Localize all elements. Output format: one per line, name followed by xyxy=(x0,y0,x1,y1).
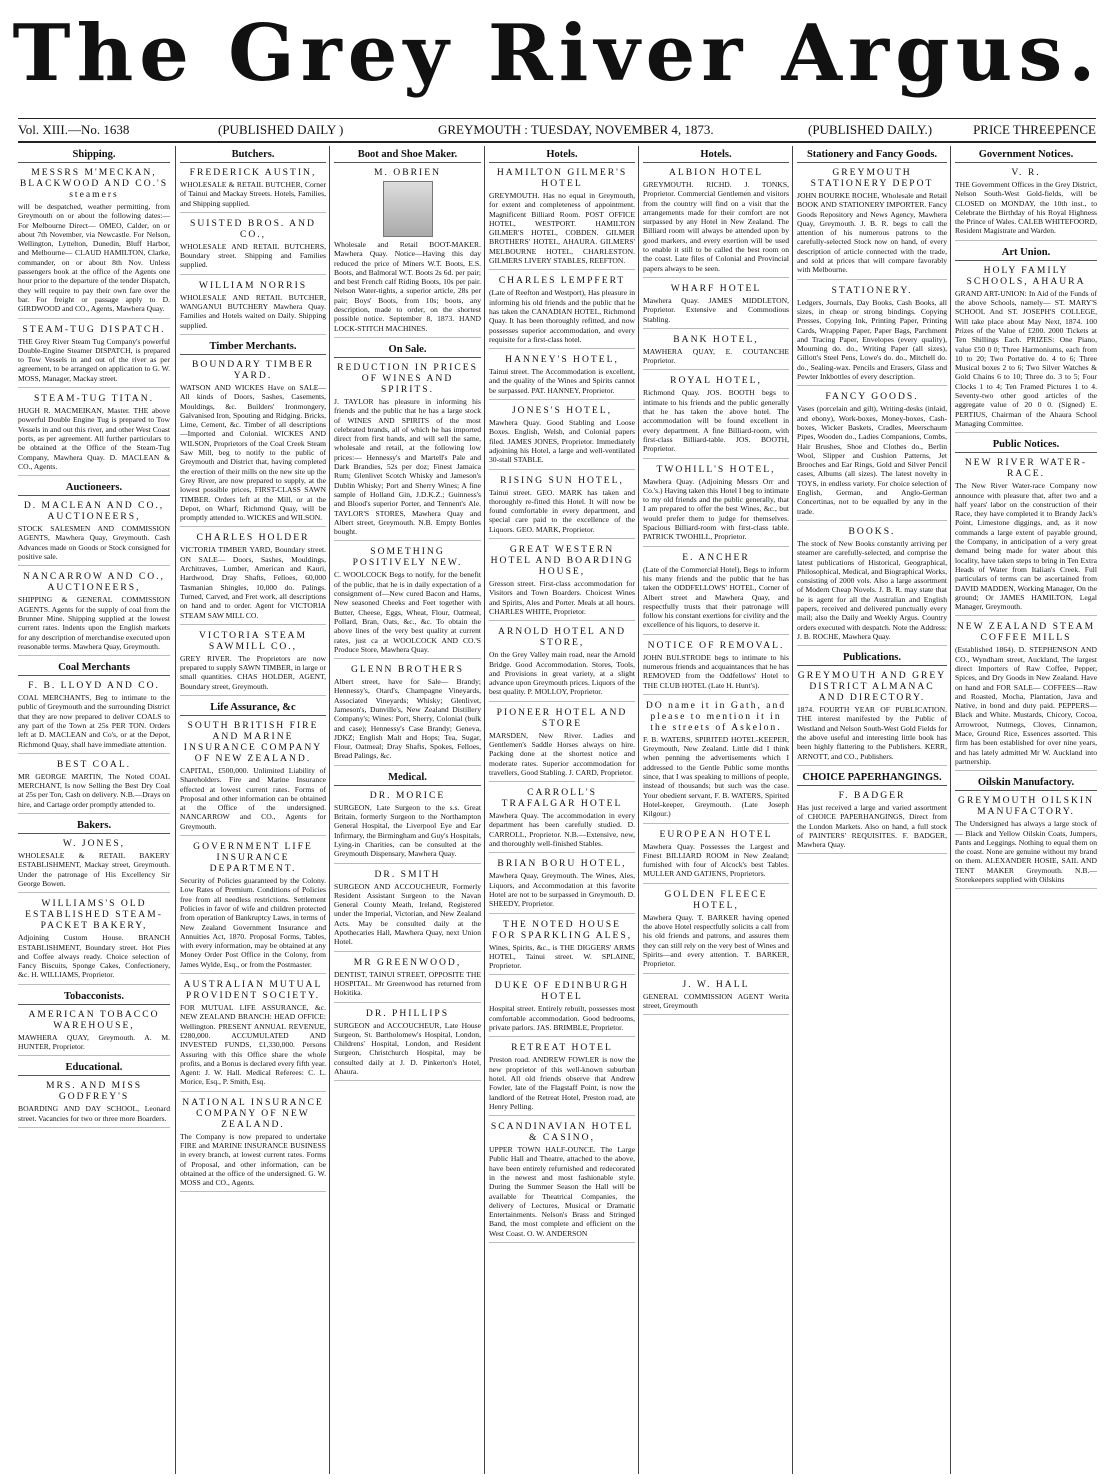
advertisement-body: MAWHERA QUAY, Greymouth. A. M. HUNTER, Proprietor. xyxy=(18,1032,170,1052)
advertisement xyxy=(797,391,947,521)
advertisement-heading: WILLIAMS'S OLD ESTABLISHED STEAM-PACKET BAKERY, xyxy=(25,898,163,932)
advertisement-body: Preston road. ANDREW FOWLER is now the new proprietor of this well-known suburban hotel. All old friends observe that Andrew Fowler, late of the Flagstaff Point, is now the landlord of the Retreat Hotel, Preston road, ate Henry Pelling. xyxy=(489,1055,635,1111)
advertisement-body: Gresson street. First-class accommodation for Visitors and Town Boarders. Choicest Wines and Spirits, Ales and Porter. Meals at all hours. CHARLES WHITE, Proprietor. xyxy=(489,579,635,616)
advertisement-heading: WHARF HOTEL xyxy=(670,282,762,294)
column-1 xyxy=(18,146,170,1476)
advertisement xyxy=(643,552,789,635)
section-heading: Bakers. xyxy=(18,819,170,834)
column-5 xyxy=(643,146,789,1476)
advertisement xyxy=(643,375,789,458)
advertisement-body: COAL MERCHANTS, Beg to intimate to the public of Greymouth and the surrounding District that they are now prepared to deliver COALS to any part of the Town at 25s PER TON. Orders left at D. MACLEAN and Co's, or at the Depot, Richmond Quay, shall have immediate attention. xyxy=(18,693,170,749)
advertisement xyxy=(18,500,170,566)
advertisement-heading: MRS. AND MISS GODFREY'S xyxy=(45,1080,143,1103)
advertisement xyxy=(797,285,947,387)
advertisement-heading: GOLDEN FLEECE HOTEL, xyxy=(664,888,768,911)
advertisement xyxy=(955,457,1097,616)
advertisement-body: GREY RIVER. The Proprietors are now prepared to supply SAWN TIMBER, in large or small quantities. CHAS HOLDER, AGENT, Boundary street, Greymouth. xyxy=(180,653,326,691)
advertisement xyxy=(334,1008,481,1082)
advertisement-heading: NATIONAL INSURANCE COMPANY OF NEW ZEALAND. xyxy=(182,1096,324,1130)
advertisement xyxy=(18,1080,170,1128)
advertisement-heading: THE NOTED HOUSE FOR SPARKLING ALES, xyxy=(491,918,633,941)
advertisement-body: Wines, Spirits, &c., is THE DIGGERS' ARMS HOTEL, Tainui street. W. SPLAINE, Proprietor. xyxy=(489,942,635,971)
advertisement-heading: DR. MORICE xyxy=(369,789,446,801)
advertisement-body: The New River Water-race Company now announce with pleasure that, after two and a half years' labor on the construction of their Race, they have completed it to Brandy Jack's Point, Limestone diggings, and, as it now commands a large extent of payable ground, the Company, in anticipation of a very great demand being made for water about this locality, have taken steps to bring in Ten Extra Heads of Water from Italian's Creek. Full particulars of terms can be ascertained from DAVID MADDEN, Working Manager, On the ground; Or JAMES HAMILTON, Legal Manager, Greymouth. xyxy=(955,481,1097,612)
advertisement-body: Wholesale and Retail BOOT-MAKER. Mawhera Quay. Notice—Having this day reduced the price of Miners W.T. Boots, E.S. Boots, and Balmoral W.T. Boots 2s 6d. per pair; and best French calf Riding Boots, 10s per pair. Nelson Water-tights, a superior article, 28s per pair; Boys' Boots, from 10s; boots, any description, made to order, on the shortest possible notice. September 8, 1873. HAND LOCK-STITCH MACHINES. xyxy=(334,240,481,333)
advertisement-body: Ledgers, Journals, Day Books, Cash Books, all sizes, in cheap or strong bindings. Copying Presses, Copying Ink, Printing Paper, Printing Cards, Wrapping Paper, Paper Bags, Parchment and Tracing Paper, Envelopes (every quality), Mourning do. do., Writing Paper (all sizes), Gillott's Steel Pens, Lowe's do. do., Mitchell do. do., Sealing-wax. Pencils and Erasers, Glass and Pewter Inkbottles of every description. xyxy=(797,297,947,382)
advertisement xyxy=(489,980,635,1037)
advertisement-body: FOR MUTUAL LIFE ASSURANCE, &c. NEW ZEALAND BRANCH: HEAD OFFICE: Wellington. PRESENT ANNUAL REVENUE, £280,000. ACCUMULATED AND INVESTED FUNDS, £1,330,000. Persons Assuring with this Office share the whole profits, and a Bonus is declared every fifth year. Agent: J. W. Hall. Medical Referees: C. L. Morice, Esq., P. Smith, Esq. xyxy=(180,1003,326,1087)
advertisement-heading: F. BADGER xyxy=(838,789,906,801)
advertisement xyxy=(18,167,170,319)
advertisement-heading: M. OBRIEN xyxy=(373,167,442,178)
advertisement-body: Mawhera Quay. (Adjoining Messrs Orr and Co.'s.) Having taken this Hotel I beg to intimate to my old friends and the public generally, that I am prepared to offer the best Wines, &c., but would prefer them to judge for themselves. Spacious Billiard-room with first-class table. PATRICK TWOHILL, Proprietor. xyxy=(643,476,789,542)
advertisement xyxy=(489,405,635,469)
advertisement xyxy=(643,829,789,884)
advertisement-body: Has just received a large and varied assortment of CHOICE PAPERHANGINGS, Direct from the London Markets. Also on hand, a full stock of PAINTERS' REQUISITES. F. BADGER, Mawhera Quay. xyxy=(797,802,947,850)
advertisement-body: Mawhera Quay. Possesses the Largest and Finest BILLIARD ROOM in New Zealand; furnished with four of Alcock's best Tables. MULLER AND GATJENS, Proprietors. xyxy=(643,841,789,879)
advertisement-body: DENTIST, TAINUI STREET, OPPOSITE THE HOSPITAL. Mr Greenwood has returned from Hokitika. xyxy=(334,969,481,998)
published-daily-left: (PUBLISHED DAILY ) xyxy=(218,122,344,137)
advertisement xyxy=(489,475,635,539)
advertisement xyxy=(797,167,947,280)
advertisement xyxy=(955,167,1097,241)
advertisement-body: Security of Policies guaranteed by the Colony. Low Rates of Premium. Conditions of Policies free from all needless restrictions. Settlement Policies in favor of wife and children protected from operation of Bankruptcy Laws, in terms of New Zealand Government Insurance and Annuities Act, 1870. Proposal Forms, Tables, with every information, may be obtained at any Money Order Post Office in the Colony, from James Wylde, Esq., or from the Postmaster. xyxy=(180,876,326,969)
advertisement-heading: REDUCTION IN PRICES OF WINES AND SPIRITS. xyxy=(337,361,478,395)
advertisement xyxy=(180,1097,326,1193)
advertisement xyxy=(180,979,326,1092)
column-rule xyxy=(484,146,485,1474)
advertisement-heading: ALBION HOTEL xyxy=(668,167,764,178)
section-heading: Timber Merchants. xyxy=(180,340,326,355)
advertisement-body: THE Grey River Steam Tug Company's powerful Double-Engine Steamer DISPATCH, is prepared to Tow Vessels in and out of the river as per agreement, to be arranged on application to G. W. MOSS, Manager, Mackay street. xyxy=(18,336,170,383)
advertisement xyxy=(955,795,1097,889)
advertisement-body: The Company is now prepared to undertake FIRE and MARINE INSURANCE BUSINESS in every branch, at lowest current rates. Forms of Proposal, and other information, can be obtained at the office of the undersigned. G. W. MOSS and CO., Agents. xyxy=(180,1131,326,1188)
advertisement-heading: E. ANCHER xyxy=(682,551,750,563)
column-6 xyxy=(797,146,947,1476)
advertisement-body: GRAND ART-UNION: In Aid of the Funds of the above Schools, namely— ST. MARY'S SCHOOL And ST. JOSEPH'S COLLEGE, Will take place about May Next, 1874. 100 Prizes of the Value of £200. 2000 Tickets at Ten Shillings Each. PRIZES: One Piano, value £50 0 0; Three Harmoniums, each from 10 to 20; Two Portative do. 4 to 6; Three Musical boxes 2 to 6; Two Silver Watches & Gold Chains 6 to 10; Three do. 3 to 5; Four Clocks 1 to 4; Ten Framed Pictures 1 to 4. Seventy-two other good articles of the aggregate value of 20 0 0. (Signed) E. PERTIUS, Chairman of the Ahaura School Managing Committee. xyxy=(955,288,1097,428)
advertisement-heading: D. MACLEAN AND CO., AUCTIONEERS, xyxy=(23,500,165,523)
advertisement xyxy=(643,700,789,824)
advertisement-body: Hospital street. Entirely rebuilt, possesses most comfortable accommodation. Good bedrooms, private parlors. JAS. BRIMBLE, Proprietor. xyxy=(489,1004,635,1033)
advertisement-heading: JONES'S HOTEL, xyxy=(511,405,613,417)
advertisement-heading: GLENN BROTHERS xyxy=(350,664,464,676)
advertisement-heading: HOLY FAMILY SCHOOLS, AHAURA xyxy=(966,264,1086,287)
advertisement-body: Adjoining Custom House. BRANCH ESTABLISHMENT, Boundary street. Hot Pies and Coffee always ready. Choice selection of Fancy Biscuits, Sponge Cakes, Confectionery, &c. H. WILLIAMS, Proprietor. xyxy=(18,933,170,980)
advertisement xyxy=(643,640,789,695)
section-heading: Publications. xyxy=(797,651,947,666)
advertisement-heading: W. JONES, xyxy=(62,838,126,850)
advertisement xyxy=(334,869,481,952)
advertisement-body: BOARDING AND DAY SCHOOL, Leonard street. Vacancies for two or three more Boarders. xyxy=(18,1104,170,1123)
advertisement xyxy=(643,167,789,278)
advertisement-heading: ARNOLD HOTEL AND STORE, xyxy=(497,626,627,649)
advertisement-body: will be despatched, weather permitting, from Greymouth on or about the following dates:— For Melbourne Direct— OMEO, Calder, on or about 7th November, via Newcastle. For Nelson, Wellington, Lyttelton, Dunedin, Bluff Harbor, and Melbourne— CLAUD HAMILTON, Clarke, commander, on or about 8th Nov. Unless passengers book at the office of the Agents one hour prior to the departure of the tender Dispatch, they will require to pay their own fare over the bar. For freight or passage apply to D. GIRDWOOD and CO., Agents, Mawhera Quay. xyxy=(18,202,170,314)
advertisement-body: Tainui street. The Accommodation is excellent, and the quality of the Wines and Spirits cannot be surpassed. PAT. HANNEY, Proprietor. xyxy=(489,367,635,395)
advertisement-body: Vases (porcelain and gilt), Writing-desks (inlaid, and ebony), Work-boxes, Money-boxes, Cash-boxes, Wicker Baskets, Cradles, Meerschaum Pipes, Wooden do., Ladies Companions, Combs, Hair Brushes, Shoe and Clothes do., Berlin Wool, Slipper and Cushion Patterns, Jet Brooches and Ear Rings, Gold and Silver Pencil cases, Albums (all sizes). The latest novelty in TOYS, in endless variety. For choice selection of English, German, and Anglo-German Concertinas, not to be equalled by any in the trade. xyxy=(797,404,947,516)
section-heading: Hotels. xyxy=(643,148,789,163)
section-heading: Tobacconists. xyxy=(18,990,170,1005)
advertisement xyxy=(489,1121,635,1243)
advertisement-body: SURGEON AND ACCOUCHEUR, Formerly Resident Assistant Surgeon to the Navan General County Meath, Ireland, Registered under the Imperial, Victorian, and New Zealand Acts. May be consulted daily at the Apothecaries Hall, Mawhera Quay, next Union Hotel. xyxy=(334,881,481,947)
advertisement-heading: AMERICAN TOBACCO WAREHOUSE, xyxy=(28,1008,160,1031)
advertisement-body: C. WOOLCOCK Begs to notify, for the benefit of the public, that he is in daily expectation of a consignment of—New cured Bacon and Hams, New seasoned Cheeks and Feet together with Butter, Cheese, Eggs, Wheat, Flour, Oatmeal, Pollard, Bran, Oats, &c., &c. To obtain the above lines of the very best quality at current rates, just ca at WOOLCOCK AND CO.'S Produce Store, Mawhera Quay. xyxy=(334,570,481,654)
advertisement-heading: BRIAN BORU HOTEL, xyxy=(497,858,627,870)
advertisement-heading: DO name it in Gath, and please to mention it in the streets of Askelon. xyxy=(645,699,787,733)
advertisement-heading: NANCARROW AND CO., AUCTIONEERS, xyxy=(23,571,165,594)
advertisement xyxy=(180,841,326,974)
advertisement-heading: ROYAL HOTEL, xyxy=(670,375,762,387)
advertisement xyxy=(180,218,326,275)
column-4 xyxy=(489,146,635,1476)
advertisement-heading: CHARLES LEMPFERT xyxy=(498,275,626,287)
advertisement-body: MR GEORGE MARTIN, The Noted COAL MERCHANT, Is now Selling the Best Dry Coal at 25s per Ton, Cash on delivery. N.B.—Drays on hire, and Cartage order promptly attended to. xyxy=(18,771,170,809)
advertisement-heading: BEST COAL. xyxy=(56,758,132,770)
advertisement-body: (Established 1864). D. STEPHENSON AND CO., Wyndham street, Auckland, The largest direct Importers of Raw Coffee, Pepper, Spices, and Dry Goods in New Zealand. Have on hand and FOR SALE— COFFEES—Raw and Roasted, Mocha, Plantation, Java and Native, in bond and duty paid. PEPPERS—Black and White. Mustards, Chicory, Cocoa, Arrowroot, Nutmegs, Cloves, Cinnamon, Mace, Ground Rice, Essences assorted. This firm has been established for over nine years, and has lately admitted Mr W. Auckland into partnership. xyxy=(955,645,1097,766)
advertisement-body: Mawhera Quay, Greymouth. The Wines, Ales, Liquors, and Accommodation at this favorite Hotel are not to be surpassed in Greymouth. D. SHEEDY, Proprietor. xyxy=(489,871,635,909)
section-heading: Boot and Shoe Maker. xyxy=(334,148,481,163)
advertisement xyxy=(18,324,170,388)
masthead xyxy=(0,0,1114,108)
advertisement-body: Mawhera Quay. T. BARKER having opened the above Hotel respectfully solicits a call from his old friends and patrons, and assures them they can still rely on the very best of Wines and Spirits—and every attention. T. BARKER, Proprietor. xyxy=(643,912,789,969)
section-heading: CHOICE PAPERHANGINGS. xyxy=(797,771,947,786)
advertisement-heading: F. B. LLOYD AND CO. xyxy=(28,680,160,692)
advertisement xyxy=(489,544,635,621)
advertisement xyxy=(180,280,326,335)
advertisement-heading: GOVERNMENT LIFE INSURANCE DEPARTMENT. xyxy=(193,841,313,875)
advertisement-heading: SCANDINAVIAN HOTEL & CASINO, xyxy=(490,1121,634,1144)
advertisement-body: CAPITAL, £500,000. Unlimited Liability of Shareholders. Fire and Marine Insurance effected at lowest current rates. Forms of Proposal and other information can be obtained at the Office of the undersigned. NANCARROW and CO., Agents for Greymouth. xyxy=(180,765,326,831)
advertisement-body: The stock of New Books constantly arriving per steamer are carefully-selected, and comprise the latest publications of Historical, Geographical, Philosophical, Medical, and Biographical Works, consisting of 2000 vols. Also a large assortment of Modern Cheap Novels. J. B. R. may state that he is agent for all the Australian and English papers, received and delivered punctually every mail; also the Daily and Weekly Argus. Country orders executed with despatch. Note the Address: J. B. ROCHE, Mawhera Quay. xyxy=(797,538,947,641)
advertisement-heading: VICTORIA STEAM SAWMILL CO., xyxy=(198,629,308,652)
advertisement-body: Tainui street. GEO. MARK has taken and thoroughly re-fitted this Hotel. It will now be found comfortable in every department, and special care paid to the excellence of the Liquors. GEO. MARK, Proprietor. xyxy=(489,487,635,534)
advertisement xyxy=(643,334,789,371)
column-rule xyxy=(792,146,793,1474)
advertisement xyxy=(643,889,789,974)
advertisement xyxy=(18,759,170,814)
advertisement-heading: TWOHILL'S HOTEL, xyxy=(656,463,776,475)
advertisement-body: MAWHERA QUAY, E. COUTANCHE Proprietor. xyxy=(643,346,789,366)
advertisement-heading: GREYMOUTH STATIONERY DEPOT xyxy=(810,167,934,189)
advertisement-heading: GREYMOUTH AND GREY DISTRICT ALMANAC AND DIRECTORY. xyxy=(797,670,947,704)
advertisement-heading: V. R. xyxy=(1011,167,1041,178)
advertisement xyxy=(180,630,326,696)
advertisement-heading: HANNEY'S HOTEL, xyxy=(505,354,619,366)
section-heading: Government Notices. xyxy=(955,148,1097,163)
advertisement xyxy=(489,167,635,270)
advertisement xyxy=(489,919,635,976)
column-3 xyxy=(334,146,481,1476)
advertisement-body: WHOLESALE AND RETAIL BUTCHERS, Boundary street. Shipping and Families supplied. xyxy=(180,241,326,270)
advertisement xyxy=(18,571,170,656)
published-daily-right: (PUBLISHED DAILY.) xyxy=(808,122,933,137)
column-rule xyxy=(175,146,176,1474)
dateline-bar xyxy=(18,118,1096,143)
advertisement xyxy=(180,532,326,624)
section-heading: On Sale. xyxy=(334,343,481,358)
advertisement-heading: SOUTH BRITISH FIRE AND MARINE INSURANCE COMPANY OF NEW ZEALAND. xyxy=(183,719,323,764)
advertisement xyxy=(489,1042,635,1116)
section-heading: Shipping. xyxy=(18,148,170,163)
advertisement-heading: DR. SMITH xyxy=(374,868,441,880)
advertisement xyxy=(180,167,326,213)
advertisement xyxy=(489,787,635,853)
advertisement xyxy=(334,546,481,659)
advertisement-heading: SOMETHING POSITIVELY NEW. xyxy=(352,546,463,569)
advertisement xyxy=(643,283,789,329)
advertisement-body: 1874. FOURTH YEAR OF PUBLICATION. THE interest manifested by the Public of Westland and Nelson South-West Gold Fields for the above useful and interesting little book has been highly flattering to the Publishers. KERR, ARNOTT, and CO., Publishers. xyxy=(797,705,947,761)
advertisement-heading: STATIONERY. xyxy=(831,284,913,296)
advertisement-body: J. TAYLOR has pleasure in informing his friends and the public that he has a large stock of WINES AND SPIRITS of the most celebrated brands, all of which he has imported direct from first hands, and will sell the same, wholesale and retail, at the following low prices:— Hennessy's and Martell's Pale and Dark Brandies, 52s per doz; Finest Jamaica Rum; Glenlivet Scotch Whisky and Jameson's Dublin Whisky; Port and Sherry Wines; A fine sample of Holland Gin, J.D.K.Z.; Guinness's and Blood's superior Porter, and Tennent's Ale. TAYLOR'S STORES, Mawhera Quay and Albert street, Greymouth. N.B. Empty Bottles bought. xyxy=(334,396,481,537)
advertisement-body: WHOLESALE & RETAIL BAKERY ESTABLISHMENT, Mackay street, Greymouth. Under the patronage of His Excellency Sir George Bowen. xyxy=(18,851,170,888)
section-heading: Educational. xyxy=(18,1061,170,1076)
advertisement xyxy=(18,838,170,893)
advertisement xyxy=(18,1009,170,1057)
advertisement xyxy=(797,526,947,646)
advertisement-heading: CHARLES HOLDER xyxy=(196,532,310,544)
advertisement-body: The Undersigned has always a large stock of— Black and Yellow Oilskin Coats, Jumpers, Pants and Leggings. Nothing to equal them on the coast. None are genuine without my brand on them. ALEXANDER HOSIE, SAIL AND TENT MAKER Greymouth. N.B.—Storekeepers supplied with Oilskins xyxy=(955,819,1097,885)
advertisement xyxy=(643,979,789,1016)
advertisement-heading: BOUNDARY TIMBER YARD. xyxy=(192,358,314,381)
advertisement xyxy=(489,858,635,913)
advertisement-body: WATSON AND WICKES Have on SALE— All kinds of Doors, Sashes, Casements, Mouldings, &c. Builders' Ironmongery, Galvanised Iron, Spouting and Ridging. Bricks, Lime, Cement, &c. Timber of all descriptions—Imported and Colonial. WICKES AND WILSON, Proprietors of the Coal Creek Steam Saw Mill, beg to notify to the public of Greymouth and District that, having completed the erection of their mills on the new site up the Grey River, are now prepared to supply, at the lowest possible prices, FIRST-CLASS SAWN TIMBER. Orders left at the Mill, or at the Depot, on Wharf, Richmond Quay, will be promptly attended to. WICKES and WILSON. xyxy=(180,382,326,523)
advertisement-body: Richmond Quay. JOS. BOOTH begs to intimate to his friends and the public generally that he has taken the above hotel. The accommodation will be found excellent in every department. A fine Billiard-room, with first-class Billiard-table. JOS. BOOTH, Proprietor. xyxy=(643,388,789,454)
advertisement-body: Mawhera Quay. Good Stabling and Loose Boxes. English, Welsh, and Colonial papers filed. JAMES JONES, Proprietor. Immediately adjoining his Hotel, a large and well-ventilated 30-stall STABLE. xyxy=(489,418,635,465)
advertisement xyxy=(797,790,947,854)
advertisement-heading: J. W. HALL xyxy=(682,978,750,990)
column-rule xyxy=(638,146,639,1474)
advertisement-body: UPPER TOWN HALF-OUNCE. The Large Public Hall and Theatre, attached to the above, have been entirely refurnished and redecorated in the newest and most fashionable style. During the Summer Season the Hall will be available for Theatrical Companies, the delivery of Lectures, Musical or Dramatic Entertainments. Nelson's Brass and Stringed Band, the most complete and efficient on the West Coast. O. W. ANDERSON xyxy=(489,1145,635,1238)
newspaper-title: The Grey River Argus. xyxy=(12,8,1102,99)
advertisement xyxy=(797,670,947,766)
column-2 xyxy=(180,146,326,1476)
section-heading: Medical. xyxy=(334,771,481,786)
advertisement-heading: FANCY GOODS. xyxy=(825,391,919,403)
advertisement-body: GREYMOUTH. RICHD. J. TONKS, Proprietor. Commercial Gentlemen and visitors from the country will find on a visit that the arrangements made for their comfort are not surpassed by any Hotel in New Zealand. The Billiard room will always be attended upon by good markers, and every exertion will be used to enable it still to be called the best room on the coast. Late files of Colonial and Provincial papers always to be seen. xyxy=(643,180,789,273)
advertisement-heading: BANK HOTEL, xyxy=(673,333,759,345)
advertisement-heading: EUROPEAN HOTEL xyxy=(659,828,773,840)
advertisement-heading: RETREAT HOTEL xyxy=(511,1042,613,1054)
advertisement-body: STOCK SALESMEN AND COMMISSION AGENTS, Mawhera Quay, Greymouth. Cash Advances made on Goods or Stock consigned for positive sale. xyxy=(18,524,170,562)
advertisement-body: SHIPPING & GENERAL COMMISSION AGENTS. Agents for the supply of coal from the Brunner Mine. Shipping supplied at the lowest current rates. Indents upon the English markets for any description of merchandise executed upon reasonable terms. Mawhera Quay, Greymouth. xyxy=(18,595,170,651)
advertisement xyxy=(955,265,1097,433)
advertisement xyxy=(334,957,481,1003)
advertisement-heading: PIONEER HOTEL AND STORE xyxy=(496,706,628,729)
advertisement-heading: FREDERICK AUSTIN, xyxy=(189,167,317,178)
advertisement-heading: MR GREENWOOD, xyxy=(353,956,462,968)
advertisement-body: VICTORIA TIMBER YARD, Boundary street. ON SALE— Doors, Sashes, Mouldings, Architraves, Lumber, American and Kauri, Hardwood, Dray Shafts, Felloes, 60,000 Tasmanian Shingles, 10,000 do. Palings. Turned, Carved, and Fret work, all descriptions on hand and to order. Agent for VICTORIA STEAM SAW MILL CO. xyxy=(180,545,326,620)
section-heading: Life Assurance, &c xyxy=(180,701,326,716)
advertisement-body: Albert street, have for Sale— Brandy; Hennessy's, Otard's, Champagne Vineyards, Associated Vineyards; Whisky; Glenlivet, Jameson's, Dunville's, New Zealand Distillery Company's; Wines: Port, Sherry, Colonial (bulk and case); Hennessy's Case Brandy; Geneva, JDKZ; English Malt and Hops; Tea, Sugar, Flour, Oatmeal; Dray Shafts, Spokes, Felloes, Bread Palings, &c. xyxy=(334,677,481,761)
column-rule xyxy=(329,146,330,1474)
advertisement xyxy=(955,621,1097,771)
advertisement-body: WHOLESALE & RETAIL BUTCHER, Corner of Tainui and Mackay Streets. Hotels, Families, and Shipping supplied. xyxy=(180,180,326,208)
advertisement-heading: DUKE OF EDINBURGH HOTEL xyxy=(494,980,630,1003)
advertisement xyxy=(334,664,481,766)
advertisement xyxy=(180,359,326,527)
advertisement xyxy=(489,626,635,701)
advertisement-body: GREYMOUTH. Has no equal in Greymouth, for extent and completeness of appointment. Magnificent Billiard Room. POST OFFICE HOTEL, WESTPORT. HAMILTON GILMER'S HOTEL, COBDEN. GILMER BROTHERS' HOTEL, AHAURA. GILMERS' MELBOURNE HOTEL, CHARLESTON. GILMERS LIVERY STABLES, REEFTON. xyxy=(489,191,635,266)
advertisement-body: HUGH R. MACMEIKAN, Master. THE above powerful Double Engine Tug is prepared to Tow Vessels in and out this river, and other West Coast ports, as per agreement. All further particulars to be obtained at the Office of the Steam-Tug Company, Mawhera Quay. D. MACLEAN & CO., Agents. xyxy=(18,406,170,471)
advertisement xyxy=(180,720,326,836)
section-heading: Coal Merchants xyxy=(18,661,170,676)
advertisement xyxy=(334,790,481,864)
advertisement-heading: CARROLL'S TRAFALGAR HOTEL xyxy=(501,787,623,810)
advertisement xyxy=(18,393,170,476)
column-7 xyxy=(955,146,1097,1476)
advertisement-heading: NEW ZEALAND STEAM COFFEE MILLS xyxy=(956,621,1096,644)
advertisement-body: MARSDEN, New River. Ladies and Gentlemen's Saddle Horses always on hire. Packing done at the shortest notice and moderate rates. Superior accommodation for travellers, Good Stabling. J. CARD, Proprietor. xyxy=(489,730,635,777)
advertisement-body: GENERAL COMMISSION AGENT Werita street, Greymouth xyxy=(643,991,789,1010)
advertisement-body: On the Grey Valley main road, near the Arnold Bridge. Good Accommodation. Stores, Tools, and Provisions in great variety, at a slight advance upon Greymouth prices. Liquors of the best quality. P. MOLLOY, Proprietor. xyxy=(489,650,635,697)
advertisement-heading: RISING SUN HOTEL, xyxy=(500,474,624,486)
advertisement-body: THE Government Offices in the Grey District, Nelson South-West Gold-fields, will be CLOSED on MONDAY, the 10th inst., to Celebrate the Birthday of his Royal Highness the Prince of Wales. CALEB WHITEFOORD, Resident Magistrate and Warden. xyxy=(955,180,1097,236)
section-heading: Public Notices. xyxy=(955,438,1097,453)
advertisement-body: (Late of the Commercial Hotel), Begs to inform his many friends and the public that he has taken the ODDFELLOWS' HOTEL, Corner of Albert street and Mawhera Quay, and respectfully trusts that their patronage will follow his constant exertions for civility and the excellence of his liquors, to deserve it. xyxy=(643,564,789,630)
advertisement-heading: BOOKS. xyxy=(848,525,896,537)
advertisement xyxy=(334,362,481,541)
section-heading: Hotels. xyxy=(489,148,635,163)
advertisement xyxy=(334,167,481,338)
section-heading: Oilskin Manufactory. xyxy=(955,776,1097,791)
advertisement-heading: NEW RIVER WATER-RACE. xyxy=(964,457,1088,480)
boot-illustration xyxy=(383,181,433,237)
advertisement-heading: MESSRS M'MECKAN, BLACKWOOD AND CO.'S steamers xyxy=(19,167,169,200)
advertisement-body: SURGEON, Late Surgeon to the s.s. Great Britain, formerly Surgeon to the Northampton General Hospital, the Liverpool Eye and Ear Infirmary, the Birmingham and Guy's Hospitals, Lying-in Charities, can be consulted at the Greymouth Dispensary, Mawhera Quay. xyxy=(334,802,481,859)
advertisement-heading: STEAM-TUG DISPATCH. xyxy=(22,323,166,335)
advertisement-heading: WILLIAM NORRIS xyxy=(198,279,308,291)
advertisement-body: (Late of Reefton and Westport), Has pleasure in informing his old friends and the public that he has taken the CANADIAN HOTEL, Richmond Quay. It has been thoroughly refitted, and now possesses superior accommodation, and every requisite for a first-class hotel. xyxy=(489,288,635,344)
advertisement-heading: GREYMOUTH OILSKIN MANUFACTORY. xyxy=(957,795,1095,818)
place-and-date: GREYMOUTH : TUESDAY, NOVEMBER 4, 1873. xyxy=(438,122,714,137)
price: PRICE THREEPENCE xyxy=(973,122,1096,137)
advertisement-heading: GREAT WESTERN HOTEL AND BOARDING HOUSE, xyxy=(490,544,634,578)
advertisement-body: F. B. WATERS, SPIRITED HOTEL-KEEPER, Greymouth, New Zealand. Little did I think when penning the advertisements which I addressed to the Gentle Public some months since, that I was speaking to millions of people, instead of thousands; but such was the case. Your obedient servant, F. B. WATERS, Spirited Hotel-keeper, Greymouth. (Late Joseph Kilgour.) xyxy=(643,734,789,819)
advertisement xyxy=(18,680,170,754)
section-heading: Art Union. xyxy=(955,246,1097,261)
advertisement xyxy=(489,707,635,782)
advertisement-body: JOHN BOURKE ROCHE, Wholesale and Retail BOOK AND STATIONERY IMPORTER. Fancy Goods Repository and News Agency, Mawhera Quay, Greymouth. J. B. R. begs to call the attention of his numerous patrons to the carefully-selected Stock now on hand, of every description of article connected with the trade, and sold at prices that will compare favorably with Melbourne. xyxy=(797,191,947,275)
advertisement-heading: STEAM-TUG TITAN. xyxy=(33,393,155,405)
advertisement xyxy=(643,464,789,547)
advertisement xyxy=(18,898,170,984)
advertisement-body: Mawhera Quay. JAMES MIDDLETON, Proprietor. Extensive and Commodious Stabling. xyxy=(643,295,789,324)
section-heading: Butchers. xyxy=(180,148,326,163)
section-heading: Stationery and Fancy Goods. xyxy=(797,148,947,163)
advertisement xyxy=(489,275,635,349)
advertisement-heading: SUISTED BROS. AND CO., xyxy=(190,217,316,240)
column-rule xyxy=(950,146,951,1474)
advertisement-heading: AUSTRALIAN MUTUAL PROVIDENT SOCIETY. xyxy=(183,979,323,1002)
advertisement-body: WHOLESALE AND RETAIL BUTCHER, WANGANUI BUTCHERY Mawhera Quay. Families and Hotels waited on Daily. Shipping supplied. xyxy=(180,292,326,330)
section-heading: Auctioneers. xyxy=(18,481,170,496)
volume-number: Vol. XIII.—No. 1638 xyxy=(18,122,130,137)
advertisement-heading: HAMILTON GILMER'S HOTEL xyxy=(496,167,628,189)
advertisement xyxy=(489,354,635,400)
advertisement-body: Mawhera Quay. The accommodation in every department has been carefully studied. D. CARROLL, Proprietor. N.B.—Extensive, new, and thoroughly well-finished Stables. xyxy=(489,811,635,849)
advertisement-heading: DR. PHILLIPS xyxy=(365,1007,450,1019)
advertisement-body: JOHN BULSTRODE begs to intimate to his numerous friends and acquaintances that he has REMOVED from the Oddfellows' Hotel to THE CLUB HOTEL (Late H. Hunt's). xyxy=(643,652,789,690)
advertisement-body: SURGEON and ACCOUCHEUR, Late House Surgeon, St. Bartholomew's Hospital, London, Childrens' Hospital, London, and Resident Surgeon, Christchurch Hospital, may be consulted daily at J. D. Pinkerton's Hotel, Ahaura. xyxy=(334,1020,481,1076)
advertisement-heading: NOTICE OF REMOVAL. xyxy=(647,639,785,651)
